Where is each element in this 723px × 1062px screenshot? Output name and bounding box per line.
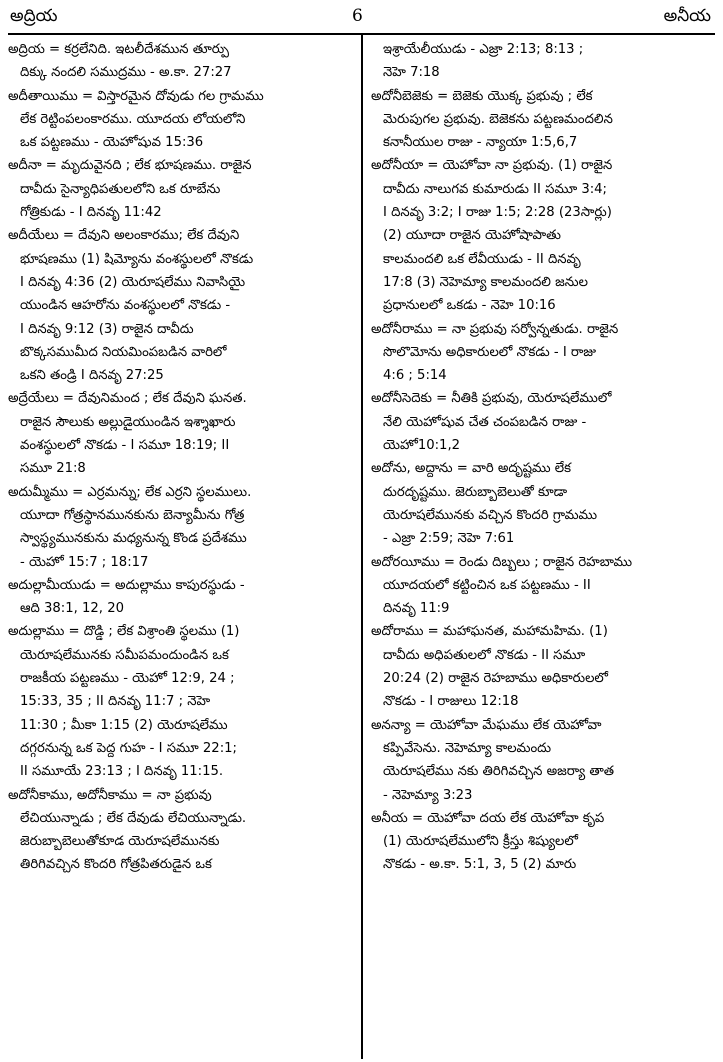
entry-line: దినవృ 11:9 — [383, 601, 450, 617]
dictionary-entry — [371, 457, 715, 550]
entry-line: కనానీయుల రాజు - న్యాయా 1:5,6,7 — [383, 135, 578, 151]
entry-line: మెరుపుగల ప్రభువు. బెజెకను పట్టణమందలిన — [383, 111, 613, 127]
dictionary-entry — [8, 38, 352, 85]
entry-line: సమూ 21:8 — [20, 461, 86, 477]
entry-line: తిరిగివచ్చిన కొందరి గోత్రపితరుడైన ఒక — [20, 857, 212, 873]
entry-line: - నెహెమ్యా 3:23 — [383, 787, 473, 803]
entry-line: ఇశ్రాయేలీయుడు - ఎజ్రా 2:13; 8:13 ; — [383, 42, 584, 57]
entry-line: - ఎజ్రా 2:59; నెహె 7:61 — [383, 531, 515, 547]
entry-line: యూదా గోత్రస్థానమునకును బెన్యామీను గోత్ర — [20, 507, 245, 523]
entry-line: రాజైన సౌలుకు అల్లుడైయుండిన ఇశ్శాఖారు — [20, 414, 236, 430]
entry-line: దావీదు అధిపతులలో నొకడు - II సమూ — [383, 647, 586, 663]
entry-line: నేలి యెహోషువ చేత చంపబడిన రాజు - — [383, 414, 587, 430]
entry-line: 11:30 ; మీకా 1:15 (2) యెరూషలేము — [20, 717, 228, 733]
entry-line: అదీతాయిము = విస్తారమైన దోవుడు గల గ్రామము — [8, 88, 264, 104]
entry-line: యెరూషలేమునకు సమీపమందుండిన ఒక — [20, 647, 229, 663]
entry-line: ఆది 38:1, 12, 20 — [20, 601, 124, 617]
entry-line: ప్రధానులలో ఒకడు - నెహె 10:16 — [383, 298, 556, 314]
dictionary-entry — [8, 85, 352, 155]
entry-line: అదీయేలు = దేవుని అలంకారము; లేక దేవుని — [8, 228, 240, 244]
entry-line: యెహో10:1,2 — [383, 438, 461, 454]
entry-line: దగ్గరనున్న ఒక పెద్ద గుహ - I సమూ 22:1; — [20, 740, 237, 756]
entry-line: అదోను, అద్దాను = వారి అదృష్టము లేక — [371, 461, 571, 477]
header-first-word: అద్రియ — [10, 6, 58, 26]
entry-line: అదోరయీము = రెండు దిబ్బలు ; రాజైన రెహబాము — [371, 554, 633, 570]
entry-line: II సమూయే 23:13 ; I దినవృ 11:15. — [20, 764, 224, 780]
entry-line: అద్రియ = కర్రలేనిది. ఇటలీదేశమున తూర్పు — [8, 42, 229, 57]
entry-line: 15:33, 35 ; II దినవృ 11:7 ; నెహె — [20, 694, 211, 710]
entry-line: యెరూషలేమునకు వచ్చిన కొందరి గ్రామము — [383, 507, 598, 523]
entry-line: అద్రేయేలు = దేవునిమంద ; లేక దేవుని ఘనత. — [8, 391, 247, 407]
entry-line: కాలమందలి ఒక లేవీయుడు - II దినవృ — [383, 251, 581, 267]
page-header — [0, 0, 723, 32]
entry-line: అదోనీసెదెకు = నీతికి ప్రభువు, యెరూషలేములో — [371, 391, 612, 407]
entry-line: సొలొమోను అధికారులలో నొకడు - I రాజు — [383, 344, 597, 360]
dictionary-entry — [371, 318, 715, 388]
dictionary-entry — [371, 714, 715, 807]
dictionary-entry — [8, 784, 352, 877]
entry-line: లేచియున్నాడు ; లేక దేవుడు లేచియున్నాడు. — [20, 810, 247, 826]
dictionary-entry — [8, 154, 352, 224]
entry-line: 20:24 (2) రాజైన రెహబాము అధికారులలో — [383, 671, 608, 687]
dictionary-entry — [371, 551, 715, 621]
entry-line: నెహె 7:18 — [383, 65, 440, 81]
dictionary-entry — [8, 387, 352, 480]
entry-line: రాజకీయ పట్టణము - యెహో 12:9, 24 ; — [20, 671, 235, 687]
entry-line: అనీయ = యెహోవా దయ లేక యెహోవా కృప — [371, 810, 605, 826]
entry-line: 4:6 ; 5:14 — [383, 368, 447, 384]
dictionary-entry — [371, 807, 715, 877]
entry-line: అదోరాము = మహాఘనత, మహామహిమ. (1) — [371, 624, 608, 640]
column-divider — [361, 35, 363, 1059]
entry-line: అదోనీయా = యెహోవా నా ప్రభువు. (1) రాజైన — [371, 158, 613, 174]
entry-line: జెరుబ్బాబెలుతోకూడ యెరూషలేమునకు — [20, 834, 220, 850]
entry-line: గోత్రికుడు - I దినవృ 11:42 — [20, 205, 162, 221]
dictionary-entry — [8, 574, 352, 621]
entry-line: స్వాస్థ్యమునకును మధ్యనున్న కొండ ప్రదేశము — [20, 531, 247, 547]
page-number: 6 — [352, 6, 363, 26]
entry-line: లేక రెట్టింపలంకారము. యూదయ లోయలోని — [20, 111, 246, 127]
dictionary-entry — [8, 481, 352, 574]
entry-line: I దినవృ 4:36 (2) యెరూషలేము నివాసియై — [20, 274, 246, 290]
dictionary-entry — [371, 154, 715, 317]
dictionary-entry — [371, 85, 715, 155]
entry-line: (1) యెరూషలేములోని క్రీస్తు శిష్యులలో — [383, 834, 578, 850]
entry-line: I దినవృ 3:2; I రాజు 1:5; 2:28 (23సార్లు) — [383, 205, 612, 221]
entry-line: దావీదు సైన్యాధిపతులలోని ఒక రూబేను — [20, 181, 221, 197]
entry-line: I దినవృ 9:12 (3) రాజైన దావీదు — [20, 321, 194, 337]
dictionary-entry — [371, 38, 715, 85]
entry-line: (2) యూదా రాజైన యెహోషాపాతు — [383, 228, 561, 244]
entry-line: అదుమ్మీము = ఎర్రమన్ను; లేక ఎర్రని స్థలములు. — [8, 484, 252, 500]
entry-line: అదోనీకాము, అదోనీకాము = నా ప్రభువు — [8, 787, 212, 803]
entry-line: యుండిన ఆహరోను వంశస్థులలో నొకడు - — [20, 298, 231, 314]
left-column — [8, 38, 352, 1060]
entry-line: - యెహో 15:7 ; 18:17 — [20, 554, 149, 570]
entry-line: యెరూషలేము నకు తిరిగివచ్చిన అజర్యా తాత — [383, 764, 615, 780]
entry-line: బొక్కసముమీద నియమింపబడిన వారిలో — [20, 344, 227, 360]
entry-line: ఒక పట్టణము - యెహోషువ 15:36 — [20, 135, 204, 151]
entry-line: అనన్యా = యెహోవా మేఘము లేక యెహోవా — [371, 717, 602, 733]
dictionary-entry — [371, 620, 715, 713]
entry-line: ఒకని తండ్రి I దినవృ 27:25 — [20, 368, 164, 384]
entry-line: 17:8 (3) నెహెమ్యా కాలమందలి జనుల — [383, 274, 588, 290]
right-column — [371, 38, 715, 1060]
entry-line: అదీనా = మృదువైనది ; లేక భూషణము. రాజైన — [8, 158, 252, 174]
entry-line: దావీదు నాలుగవ కుమారుడు II సమూ 3:4; — [383, 181, 607, 197]
entry-line: వంశస్థులలో నొకడు - I సమూ 18:19; II — [20, 438, 230, 454]
entry-line: భూషణము (1) షిమ్యోను వంశస్థులలో నొకడు — [20, 251, 254, 267]
dictionary-entry — [8, 224, 352, 387]
entry-line: యూదయలో కట్టించిన ఒక పట్టణము - II — [383, 577, 591, 593]
header-last-word: అనీయ — [663, 6, 711, 26]
entry-line: అదుల్లామీయుడు = అదుల్లాము కాపురస్థుడు - — [8, 577, 245, 593]
entry-line: దురదృష్టము. జెరుబ్బాబెలుతో కూడా — [383, 484, 568, 500]
entry-line: అదుల్లాము = దొడ్డి ; లేక విశ్రాంతి స్థలము (1) — [8, 624, 240, 640]
entry-line: కప్పివేసెను. నెహెమ్యా కాలమందు — [383, 740, 552, 756]
dictionary-entry — [371, 387, 715, 457]
entry-line: నొకడు - అ.కా. 5:1, 3, 5 (2) మారు — [383, 857, 577, 873]
entry-line: దిక్కు నందలి సముద్రము - అ.కా. 27:27 — [20, 65, 232, 81]
entry-line: అదోనీరాము = నా ప్రభువు సర్వోన్నతుడు. రాజైన — [371, 321, 619, 337]
entry-line: నొకడు - I రాజులు 12:18 — [383, 694, 519, 710]
entry-line: అదోనీబెజెకు = బెజెకు యొక్క ప్రభువు ; లేక — [371, 88, 593, 104]
dictionary-entry — [8, 620, 352, 783]
